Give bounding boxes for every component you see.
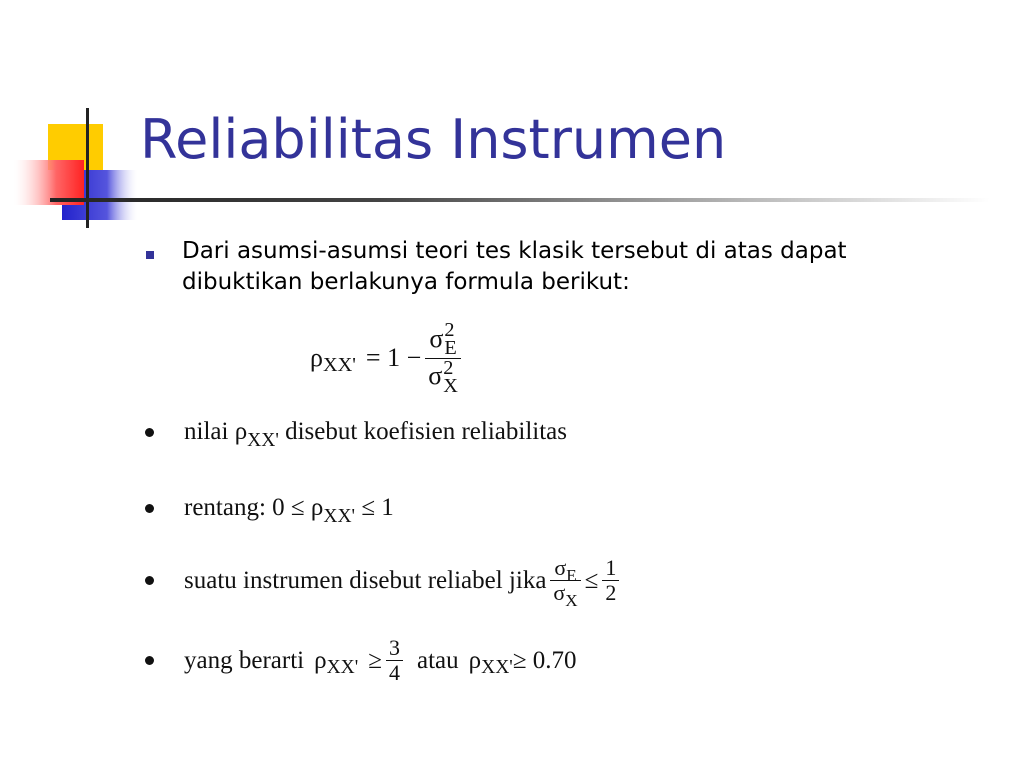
subscript-x: X: [443, 374, 458, 397]
equals-one-minus: = 1 −: [365, 343, 422, 372]
exponent: 2: [444, 319, 455, 341]
bullet-dot-icon: [145, 576, 154, 585]
bullet-dot-icon: [145, 656, 154, 665]
list-item: rentang: $0 \le \rho_{XX'} \le 1$: [145, 494, 394, 522]
intro-paragraph: Dari asumsi-asumsi teori tes klasik tersebut di atas dapat dibuktikan berlakunya formula berikut:: [182, 238, 847, 295]
list-item: yang berarti ρ XX' ≥ $\frac{3}{4}$ atau ρ XX' ≥ 0.70: [145, 636, 577, 685]
rho-subscript: XX': [322, 353, 356, 376]
observed-variance: σ 2 X: [425, 358, 461, 396]
subscript-e: E: [444, 337, 457, 360]
variance-fraction: [425, 321, 461, 395]
error-variance: σ 2 E: [429, 319, 457, 360]
slide-title: Reliabilitas Instrumen: [140, 108, 727, 171]
three-quarters-fraction: $\frac{3}{4}$: [386, 636, 403, 685]
list-item: suatu instrumen disebut reliabel jika $\frac{\sigma_E}{\sigma_X}$ ≤ $\frac{1}{2}$: [145, 556, 623, 605]
sigma-ratio-fraction: $\frac{\sigma_E}{\sigma_X}$: [550, 556, 580, 605]
bullet-square-icon: [146, 251, 154, 259]
half-fraction: $\frac{1}{2}$: [602, 556, 619, 605]
reliability-formula: [310, 312, 465, 404]
decorative-corner-graphic: [0, 0, 140, 240]
rho-symbol: ρ: [310, 343, 323, 372]
list-item: nilai $\rho_{XX'}$ disebut koefisien reliabilitas: [145, 418, 567, 446]
exponent: 2: [443, 356, 454, 379]
title-underline: [50, 198, 990, 202]
bullet-dot-icon: [145, 428, 154, 437]
bullet-dot-icon: [145, 504, 154, 513]
